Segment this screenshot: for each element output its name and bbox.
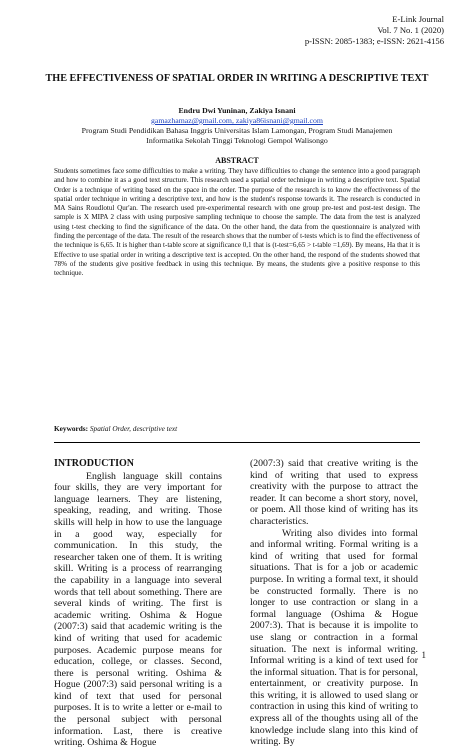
section-divider — [54, 442, 420, 443]
keywords-label: Keywords: — [54, 424, 89, 433]
introduction-heading: INTRODUCTION — [54, 458, 135, 469]
intro-paragraph-3: Writing also divides into formal and informal writing. Formal writing is a kind of writing that used for formal situations. That is for a job or academic purpose. In writing a formal text, it should be constructed formally. There is no longer to use contraction or slang in a formal language (Oshima & Hogue 2007:3). That is because it is impolite to use slang or contraction in a formal situation. The next is informal writing. Informal writing is a kind of text used for the informal situation. That is for personal, entertainment, or creativity purpose. In this writing, it is allowed to used slang or contraction in using this kind of writing to express all of the thoughts using all of the knowledge include slang into this kind of writing. By — [250, 527, 418, 748]
affiliation-line-1: Program Studi Pendidikan Bahasa Inggris Universitas Islam Lamongan, Program Studi Manajemen — [81, 126, 393, 135]
intro-paragraph-1: English language skill contains four skills, they are very important for language learners. They are listening, speaking, reading, and writing. Those skills will help in how to use the language in a good way, especially for communication. In this study, the researcher taken one of them. It is writing skill. Writing is a process of rearranging the capability in a language into several words that tell about something. There are several kinds of writing. The first is academic writing. Oshima & Hogue (2007:3) said that academic writing is the kind of writing that used for academic purposes. Academic purpose means for education, college, or classes. Second, there is personal writing. Oshima & Hogue (2007:3) said personal writing is a kind of text that used for personal purposes. It is to write a letter or e-mail to the personal subject with personal information. Last, there is creative writing. Oshima & Hogue — [54, 470, 222, 749]
abstract-body: Students sometimes face some difficulties to make a writing. They have difficulties to change the sentence into a good paragraph and how to combine it as a good text structure. This research used a spatial order technique in writing a descriptive text. Spatial Order is a technique of writing based on the space in the order. The purpose of the research is to know the effectiveness of the spatial order technique in writing a descriptive text, and how is the student's response towards it. The research is conducted in MA Sains Roudlotul Qur'an. The research used pre-experimental research with one group pre-test and post-test design. The sample is X MIPA 2 class with using purposive sampling technique to choose the sample. The data from the test is analyzed using t-test checking to find the significance of the data. On the other hand, the data from the questionnaire is analyzed with finding the percentage of the data. The result of the research shows that the number of t-tests which is to find the effectiveness of the technique is 6,65. It is higher than t-table score at significance 0,1 that is (t-test=6,65 > t-table =1,69). By means, Ha that it is Effective to use spatial order in writing a descriptive text is accepted. On the other hand, the respond of the students showed that 78% of the students give positive feedback in using this technique. By means, the students give a positive response to this technique. — [54, 167, 421, 278]
author-emails[interactable]: gamazhamaz@gmail.com, zakiya86isnani@gmail.com — [151, 116, 323, 125]
abstract-heading: ABSTRACT — [215, 156, 259, 165]
keywords-line — [54, 424, 177, 433]
page-number: 1 — [421, 650, 426, 660]
affiliation-line-2: Informatika Sekolah Tinggi Teknologi Gempol Walisongo — [146, 136, 328, 145]
right-column — [250, 458, 418, 748]
journal-issn: p-ISSN: 2085-1383; e-ISSN: 2621-4156 — [304, 36, 444, 46]
journal-name: E-Link Journal — [392, 14, 444, 24]
author-names: Endru Dwi Yuninan, Zakiya Isnani — [178, 106, 296, 115]
author-block — [30, 106, 444, 146]
intro-paragraph-2: (2007:3) said that creative writing is the kind of writing that used to express creativity with the purpose to attract the reader. It can become a short story, novel, or poem. All those kind of writing has its characteristics. — [250, 458, 418, 527]
paper-title: THE EFFECTIVENESS OF SPATIAL ORDER IN WRITING A DESCRIPTIVE TEXT — [45, 73, 429, 84]
journal-header — [305, 14, 444, 47]
left-column — [54, 458, 222, 749]
journal-volume: Vol. 7 No. 1 (2020) — [377, 25, 444, 35]
keywords-text: Spatial Order, descriptive text — [89, 424, 178, 433]
